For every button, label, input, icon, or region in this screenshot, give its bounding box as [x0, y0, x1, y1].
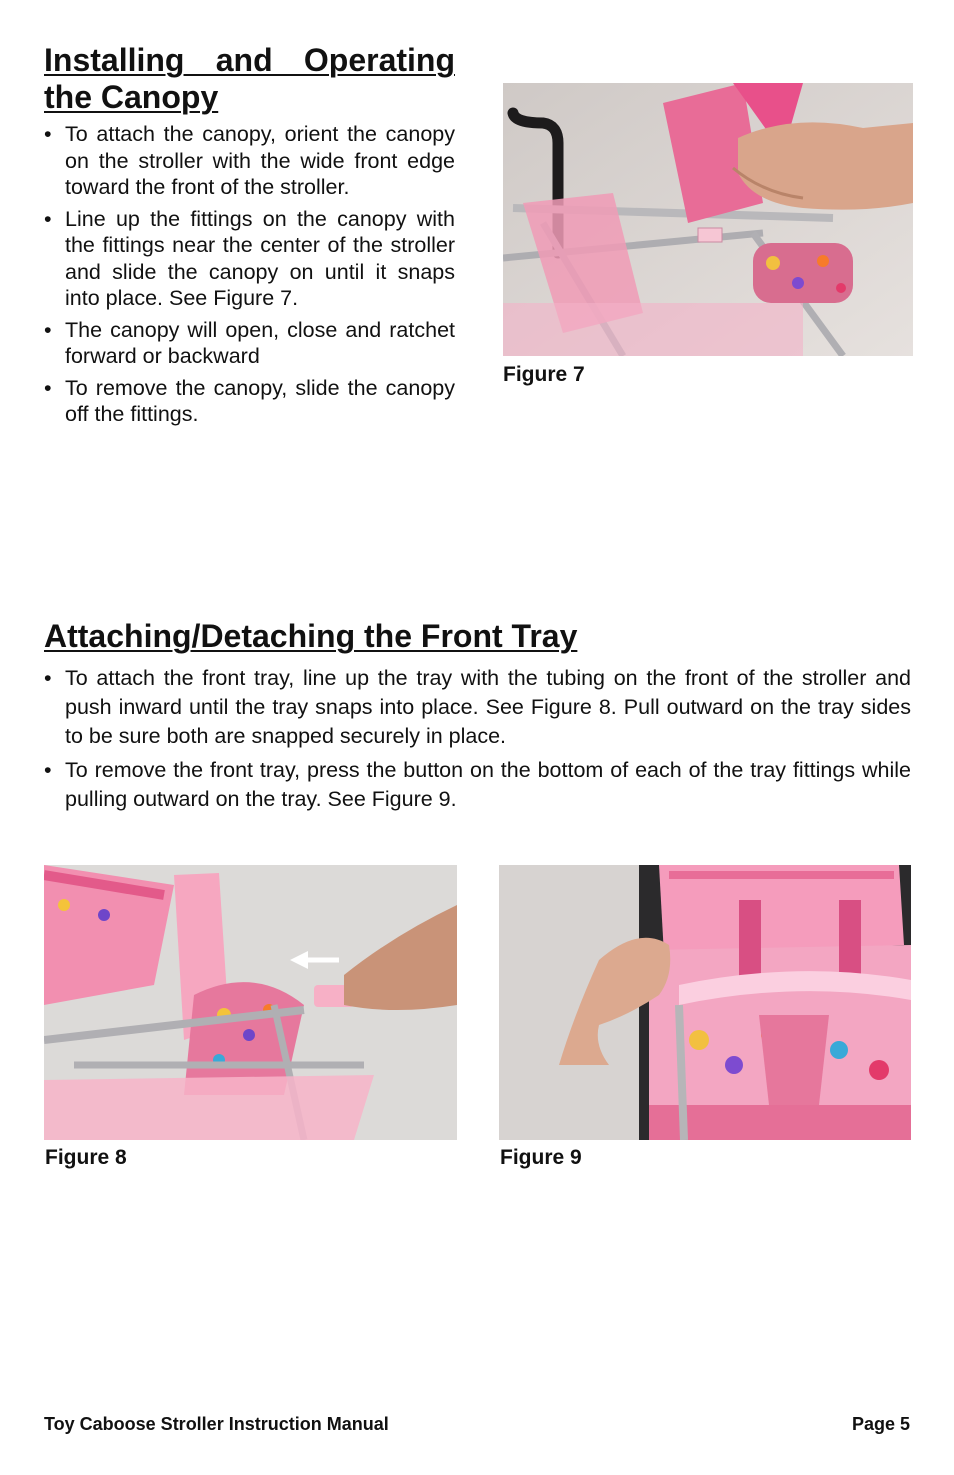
- list-item: • The canopy will open, close and ratchet forward or backward: [44, 317, 455, 370]
- canopy-instructions-list: [44, 121, 455, 433]
- list-item: • To remove the front tray, press the button on the bottom of each of the tray fittings while pulling outward on the tray. See Figure 9.: [44, 756, 911, 814]
- figure-8-photo: [44, 865, 457, 1140]
- canopy-heading: Installing and Operating the Canopy: [44, 42, 455, 115]
- list-item: • To attach the canopy, orient the canopy on the stroller with the wide front edge toward the front of the stroller.: [44, 121, 455, 201]
- front-tray-instructions-list: [44, 664, 911, 819]
- footer-manual-title: Toy Caboose Stroller Instruction Manual: [44, 1414, 389, 1434]
- attach-tray-photo-illustration: [44, 865, 457, 1140]
- figure-9-photo: [499, 865, 911, 1140]
- front-tray-heading: Attaching/Detaching the Front Tray: [44, 618, 578, 654]
- figure-8-caption: Figure 8: [45, 1146, 127, 1169]
- figure-7-caption: Figure 7: [503, 363, 585, 386]
- remove-tray-photo-illustration: [499, 865, 911, 1140]
- footer-page-number: Page 5: [851, 1414, 910, 1434]
- list-item: • To remove the canopy, slide the canopy off the fittings.: [44, 375, 455, 428]
- figure-7-photo: [503, 83, 913, 356]
- list-item: • To attach the front tray, line up the tray with the tubing on the front of the stroller and push inward until the tray snaps into place. See Figure 8. Pull outward on the tray sides to be sure both are snapped securely in place.: [44, 664, 911, 751]
- list-item: • Line up the fittings on the canopy with the fittings near the center of the stroller and slide the canopy on until it snaps into place. See Figure 7.: [44, 206, 455, 312]
- stroller-canopy-photo-illustration: [503, 83, 913, 356]
- figure-9-caption: Figure 9: [500, 1146, 582, 1169]
